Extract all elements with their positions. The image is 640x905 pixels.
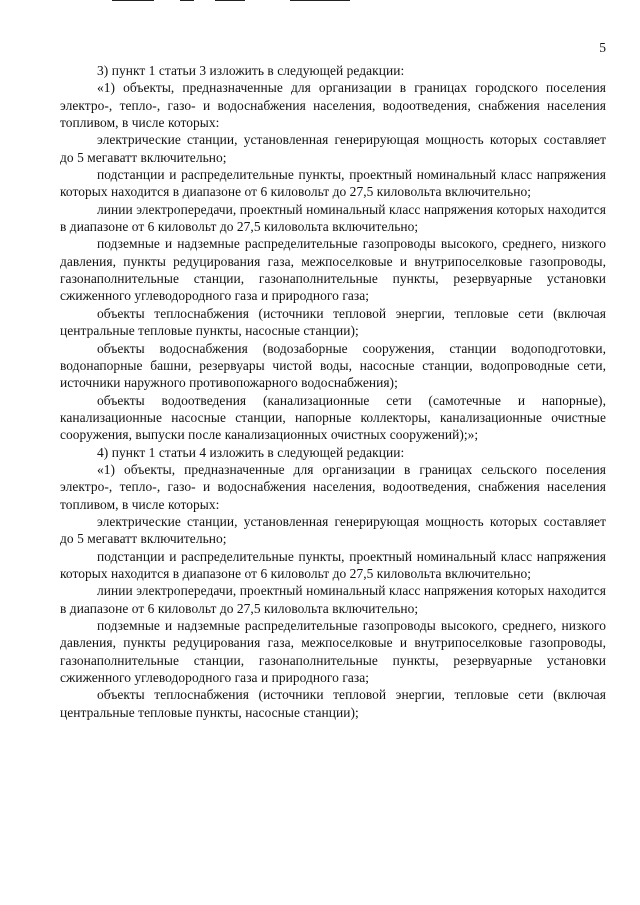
scan-mark [290, 0, 350, 1]
paragraph-power-stations: электрические станции, установленная генерирующая мощность которых составляет до 5 мегаватт включительно; [60, 132, 606, 165]
paragraph-water-supply: объекты водоснабжения (водозаборные сооружения, станции водоподготовки, водонапорные башни, резервуары чистой воды, насосные станции, водопроводные сети, источники наружного противопожарного водоснабжения); [60, 340, 606, 391]
paragraph-substations-rural: подстанции и распределительные пункты, проектный номинальный класс напряжения которых находится в диапазоне от 6 киловольт до 27,5 киловольта включительно; [60, 548, 606, 581]
paragraph-power-stations-rural: электрические станции, установленная генерирующая мощность которых составляет до 5 мегаватт включительно; [60, 513, 606, 547]
scan-top-marks [0, 0, 640, 4]
paragraph-item-3-heading: 3) пункт 1 статьи 3 изложить в следующей редакции: [97, 63, 405, 78]
paragraph-power-lines: линии электропередачи, проектный номинальный класс напряжения которых находится в диапазоне от 6 киловольт до 27,5 киловольта включительно; [60, 201, 606, 235]
paragraph-heat-supply-rural: объекты теплоснабжения (источники тепловой энергии, тепловые сети (включая центральные тепловые пункты, насосные станции); [60, 687, 606, 720]
scan-mark [180, 0, 194, 1]
document-body [60, 62, 606, 721]
scan-mark [112, 0, 154, 1]
paragraph-gas-pipelines-rural: подземные и надземные распределительные газопроводы высокого, среднего, низкого давления, пункты редуцирования газа, межпоселковые и внутрипоселковые газопроводы, газонаполнительные станции, газонаполнительные пункты, резервуарные установки сжиженного углеводородного газа и природного газа; [60, 618, 606, 686]
paragraph-power-lines-rural: линии электропередачи, проектный номинальный класс напряжения которых находится в диапазоне от 6 киловольт до 27,5 киловольта включительно; [60, 583, 606, 616]
page-number: 5 [599, 40, 606, 55]
paragraph-substations: подстанции и распределительные пункты, проектный номинальный класс напряжения которых находится в диапазоне от 6 киловольт до 27,5 киловольта включительно; [60, 167, 606, 200]
paragraph-rural-objects-intro: «1) объекты, предназначенные для организации в границах сельского поселения электро-, тепло-, газо- и водоснабжения населения, водоотведения, снабжения населения топливом, в числе которых: [60, 461, 606, 512]
paragraph-heat-supply: объекты теплоснабжения (источники тепловой энергии, тепловые сети (включая центральные тепловые пункты, насосные станции); [60, 305, 606, 339]
paragraph-urban-objects-intro: «1) объекты, предназначенные для организации в границах городского поселения электро-, тепло-, газо- и водоснабжения населения, водоотведения, снабжения населения топливом, в числе которых: [60, 80, 606, 131]
scan-mark [215, 0, 245, 1]
paragraph-gas-pipelines: подземные и надземные распределительные газопроводы высокого, среднего, низкого давления, пункты редуцирования газа, межпоселковые и внутрипоселковые газопроводы, газонаполнительные станции, газонаполнительные пункты, резервуарные установки сжиженного углеводородного газа и природного газа; [60, 236, 606, 304]
paragraph-item-4-heading: 4) пункт 1 статьи 4 изложить в следующей редакции: [97, 444, 405, 460]
paragraph-water-disposal: объекты водоотведения (канализационные сети (самотечные и напорные), канализационные насосные станции, напорные коллекторы, канализационные очистные сооружения, выпуски после канализационных очистных сооружений);»; [60, 392, 606, 443]
